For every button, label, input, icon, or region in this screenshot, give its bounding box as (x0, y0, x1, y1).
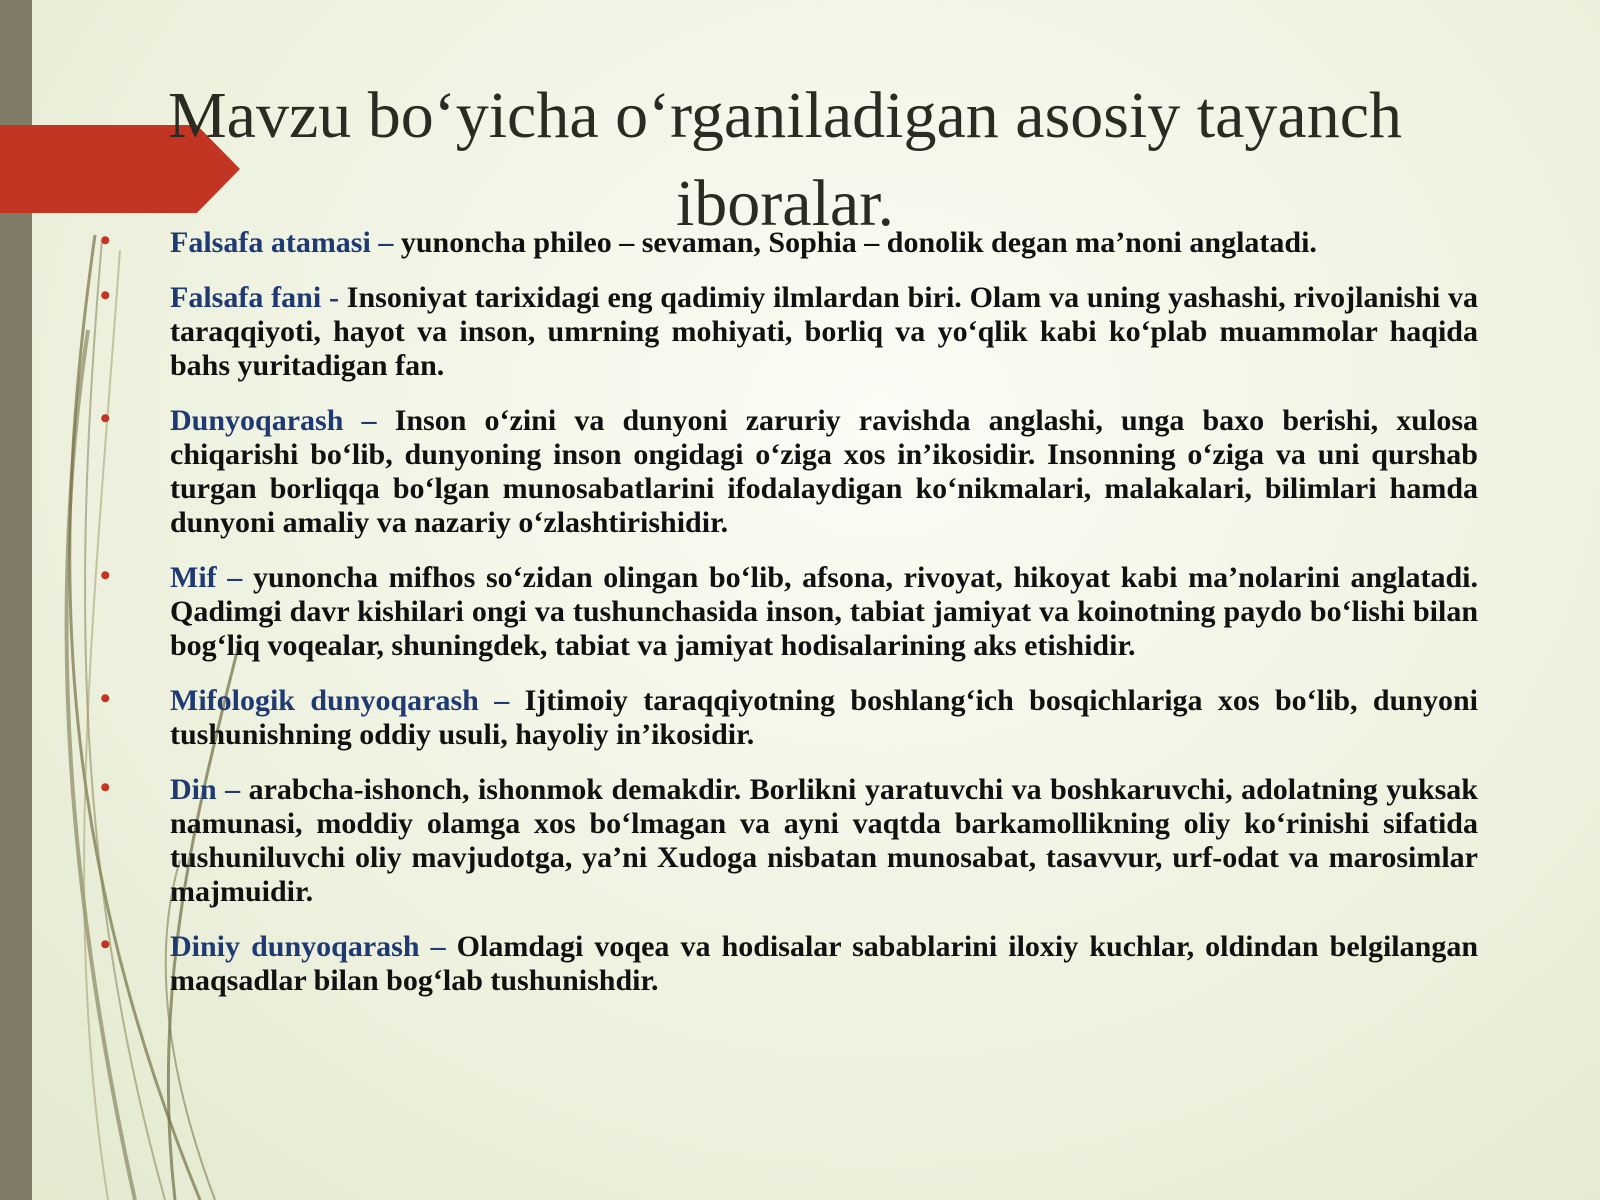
term-separator: – (419, 930, 457, 963)
term-label: Mif (170, 561, 217, 594)
bullet-icon: • (100, 682, 111, 715)
term-label: Dunyoqarash (170, 404, 344, 437)
term-separator: – (478, 684, 525, 717)
term-definition: Ijtimoiy taraqqiyotning boshlang‘ich bosqichlariga xos bo‘lib, dunyoni tushunishning oddiy usuli, hayoliy in’ikosidir. (170, 684, 1478, 751)
bullet-icon: • (100, 559, 111, 592)
term-label: Diniy dunyoqarash (170, 930, 420, 963)
list-item (100, 281, 1478, 383)
term-label: Falsafa atamasi (170, 226, 371, 259)
list-item (100, 561, 1478, 663)
term-separator: - (321, 281, 347, 314)
list-item (100, 773, 1478, 909)
term-definition: Insoniyat tarixidagi eng qadimiy ilmlardan biri. Olam va uning yashashi, rivojlanishi va taraqqiyoti, hayot va inson, umrning mohiyati, borliq va yo‘qlik kabi ko‘plab muammolar haqida bahs yuritadigan fan. (170, 281, 1478, 382)
term-definition: Olamdagi voqea va hodisalar sabablarini iloxiy kuchlar, oldindan belgilangan maqsadlar bilan bog‘lab tushunishdir. (170, 930, 1479, 997)
term-separator: – (370, 226, 401, 259)
term-list (100, 226, 1478, 1019)
list-item (100, 226, 1478, 260)
bullet-icon: • (100, 771, 111, 804)
term-label: Din (170, 773, 217, 806)
list-item (100, 684, 1478, 752)
bullet-icon: • (100, 928, 111, 961)
term-definition: yunoncha phileo – sevaman, Sophia – donolik degan ma’noni anglatadi. (400, 226, 1317, 259)
slide-title: Mavzu bo‘yicha o‘rganiladigan asosiy tayanch iboralar. (167, 79, 1403, 240)
bullet-icon: • (100, 224, 111, 257)
term-definition: yunoncha mifhos so‘zidan olingan bo‘lib, afsona, rivoyat, hikoyat kabi ma’nolarini anglatadi. Qadimgi davr kishilari ongi va tushunchasida inson, tabiat jamiyat va koinotning paydo bo‘lishi bilan bog‘liq voqealar, shuningdek, tabiat va jamiyat hodisalarining aks etishidir. (170, 561, 1478, 662)
bullet-icon: • (100, 279, 111, 312)
term-separator: – (216, 561, 253, 594)
term-label: Falsafa fani (170, 281, 322, 314)
term-separator: – (343, 404, 395, 437)
bullet-icon: • (100, 402, 111, 435)
term-definition: arabcha-ishonch, ishonmok demakdir. Borlikni yaratuvchi va boshkaruvchi, adolatning yuksak namunasi, moddiy olamga xos bo‘lmagan va ayni vaqtda barkamollikning oliy ko‘rinishi sifatida tushuniluvchi oliy mavjudotga, ya’ni Xudoga nisbatan munosabat, tasavvur, urf-odat va marosimlar majmuidir. (170, 773, 1478, 908)
term-definition: Inson o‘zini va dunyoni zaruriy ravishda anglashi, unga baxo berishi, xulosa chiqarishi bo‘lib, dunyoning inson ongidagi o‘ziga xos in’ikosidir. Insonning o‘ziga va uni qurshab turgan borliqqa bo‘lgan munosabatlarini ifodalaydigan ko‘nikmalari, malakalari, bilimlari hamda dunyoni amaliy va nazariy o‘zlashtirishidir. (170, 404, 1478, 539)
term-label: Mifologik dunyoqarash (170, 684, 479, 717)
list-item (100, 404, 1478, 540)
term-separator: – (216, 773, 249, 806)
list-item (100, 930, 1478, 998)
